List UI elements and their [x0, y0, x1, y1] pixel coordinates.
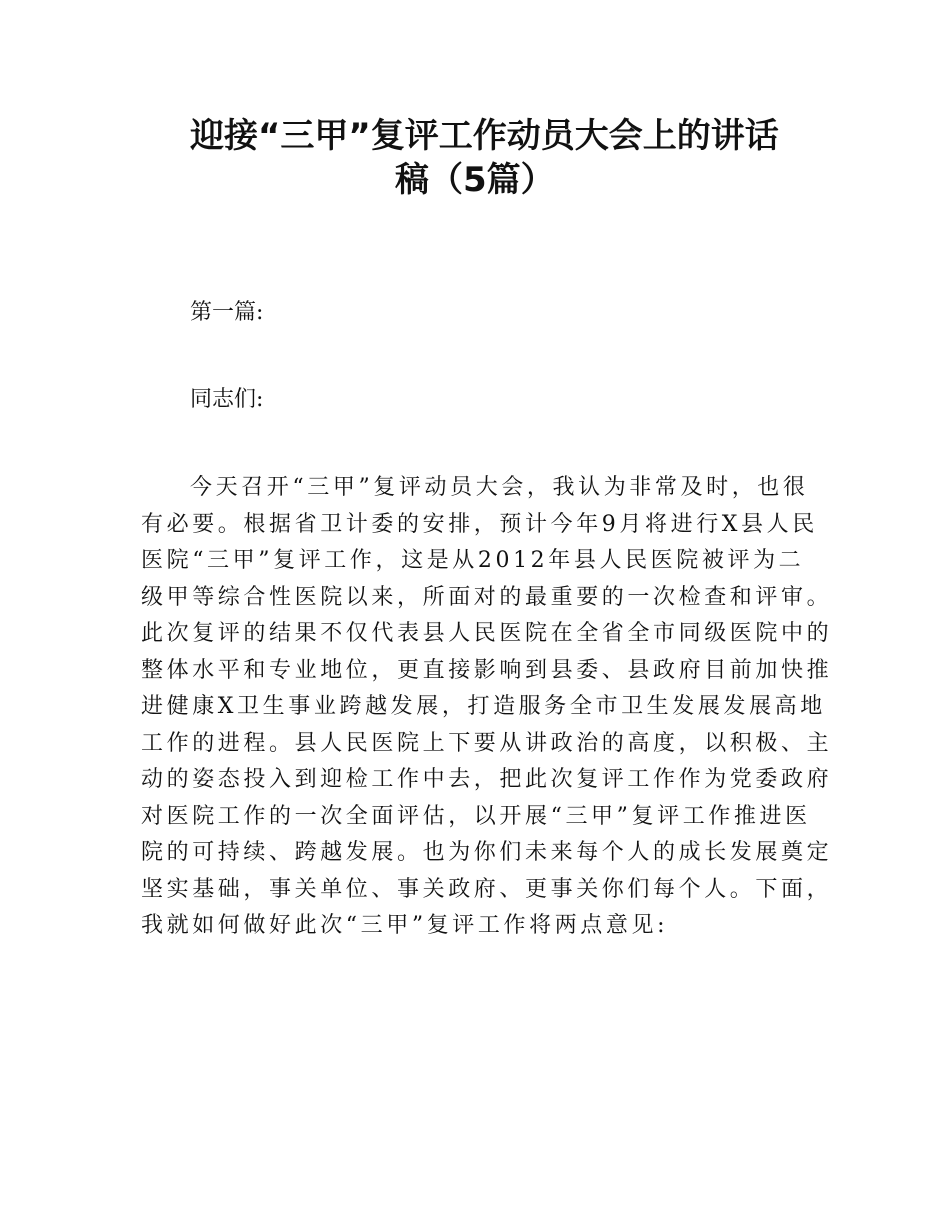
paragraph-line: 动的姿态投入到迎检工作中去，把此次复评工作作为党委政府 [141, 767, 833, 792]
document-title-line-2: 稿（5篇） [395, 160, 555, 200]
greeting: 同志们: [190, 387, 264, 412]
paragraph-line: 医院“三甲”复评工作，这是从2012年县人民医院被评为二 [141, 548, 805, 573]
paragraph-line: 坚实基础，事关单位、事关政府、更事关你们每个人。下面， [141, 876, 833, 902]
paragraph-line: 级甲等综合性医院以来，所面对的最重要的一次检查和评审。 [141, 584, 833, 610]
paragraph-line: 有必要。根据省卫计委的安排，预计今年9月将进行X县人民 [141, 511, 818, 537]
paragraph-line: 进健康X卫生事业跨越发展，打造服务全市卫生发展发展高地 [141, 694, 826, 719]
paragraph-line: 今天召开“三甲”复评动员大会，我认为非常及时，也很 [190, 475, 809, 500]
paragraph-line: 对医院工作的一次全面评估，以开展“三甲”复评工作推进医 [141, 803, 811, 829]
body-paragraph [141, 470, 833, 945]
paragraph-line: 工作的进程。县人民医院上下要从讲政治的高度，以积极、主 [141, 730, 833, 756]
document-title-line-1: 迎接“三甲”复评工作动员大会上的讲话 [190, 116, 779, 156]
paragraph-line: 此次复评的结果不仅代表县人民医院在全省全市同级医院中的 [141, 621, 833, 646]
section-label: 第一篇: [190, 300, 264, 325]
paragraph-line: 院的可持续、跨越发展。也为你们未来每个人的成长发展奠定 [141, 840, 833, 865]
paragraph-line: 整体水平和专业地位，更直接影响到县委、县政府目前加快推 [141, 657, 833, 683]
paragraph-line: 我就如何做好此次“三甲”复评工作将两点意见: [141, 913, 669, 938]
